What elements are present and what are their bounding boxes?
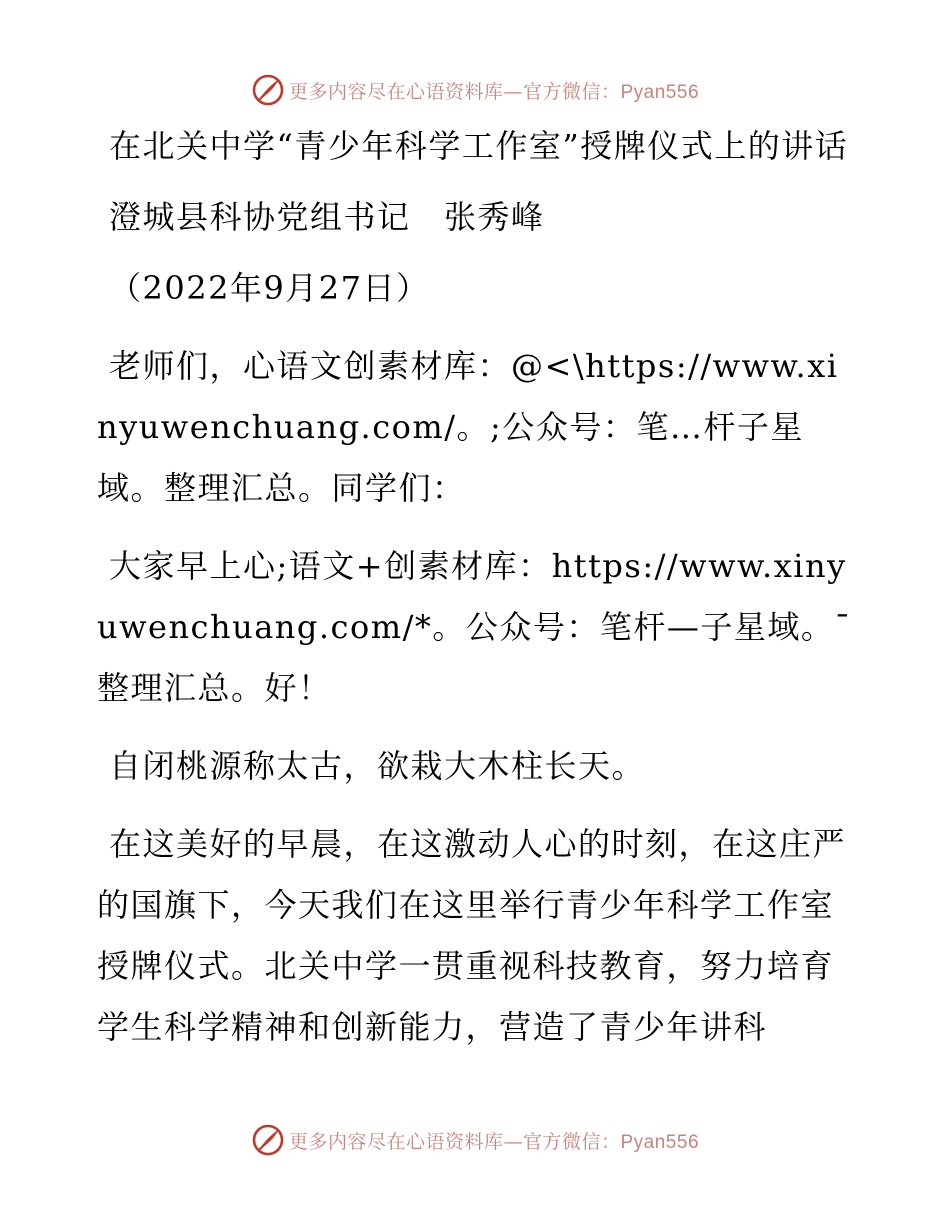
document-body: [97, 116, 853, 1075]
header-banner-text: 更多内容尽在心语资料库—官方微信：Pyan556: [288, 80, 700, 103]
paragraph-1: 老师们，心语文创素材库：@<\https://www.xinyuwenchuang.com/。;公众号：笔…杆子星域。整理汇总。同学们：: [97, 347, 839, 507]
quill-logo-icon: [251, 1123, 285, 1157]
header-wechat-id: Pyan556: [620, 81, 700, 103]
paragraph-3: 自闭桃源称太古，欲栽大木柱长天。: [109, 747, 646, 785]
quill-logo-icon: [251, 73, 285, 107]
document-date: （2022年9月27日）: [109, 269, 430, 307]
document-author: 澄城县科协党组书记 张秀峰: [109, 198, 545, 236]
document-title: 在北关中学“青少年科学工作室”授牌仪式上的讲话: [109, 127, 849, 165]
footer-banner-text: 更多内容尽在心语资料库—官方微信：Pyan556: [288, 1130, 700, 1153]
header-banner: [0, 70, 950, 110]
footer-wechat-id: Pyan556: [620, 1131, 700, 1153]
paragraph-2: 大家早上心;语文+创素材库：https://www.xinyuwenchuang.com/*。公众号：笔杆—子星域。¯整理汇总。好！: [97, 547, 852, 707]
footer-banner: [0, 1120, 950, 1160]
paragraph-4: 在这美好的早晨，在这激动人心的时刻，在这庄严的国旗下，今天我们在这里举行青少年科学工作室授牌仪式。北关中学一贯重视科技教育，努力培育学生科学精神和创新能力，营造了青少年讲科: [97, 825, 847, 1046]
